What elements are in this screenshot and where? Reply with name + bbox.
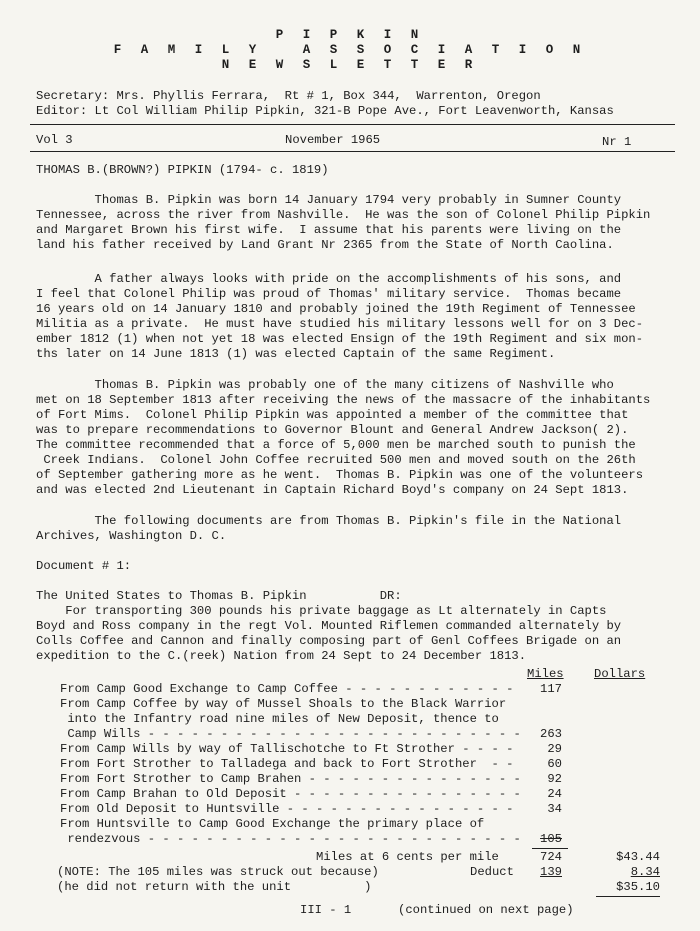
text-line: The following documents are from Thomas B. Pipkin's file in the National [36, 514, 622, 528]
text-line: ths later on 14 June 1813 (1) was elected Captain of the same Regiment. [36, 347, 556, 361]
ledger-row-miles: 24 [547, 787, 562, 801]
secretary-label: Secretary: [36, 89, 110, 103]
issue-date: November 1965 [285, 133, 381, 147]
ledger-row-miles: 29 [547, 742, 562, 756]
text-line: Archives, Washington D. C. [36, 529, 227, 543]
text-line: A father always looks with pride on the accomplishments of his sons, and [36, 272, 622, 286]
editor-value: Lt Col William Philip Pipkin, 321-B Pope Ave., Fort Leavenworth, Kansas [94, 104, 614, 118]
text-line: Creek Indians. Colonel John Coffee recruited 500 men and moved south on the 26th [36, 453, 636, 467]
secretary-line [36, 89, 541, 104]
text-line: The committee recommended that a force of 5,000 men be marched south to punish the [36, 438, 636, 452]
text-line: For transporting 300 pounds his private baggage as Lt alternately in Capts [36, 604, 607, 618]
secretary-value: Mrs. Phyllis Ferrara, Rt # 1, Box 344, Warrenton, Oregon [116, 89, 541, 103]
ledger-row-text: into the Infantry road nine miles of New Deposit, thence to [60, 712, 499, 726]
miles-sum-rule [532, 848, 568, 849]
ledger-row-miles: 117 [540, 682, 562, 696]
editor-line [36, 104, 614, 119]
ledger-row-miles-struck: 105 [540, 832, 562, 846]
text-line: 16 years old on 14 January 1810 and probably joined the 19th Regiment of Tennessee [36, 302, 636, 316]
continued-note: (continued on next page) [398, 903, 574, 917]
total-dollars: $43.44 [616, 850, 660, 864]
ledger-row-text: From Camp Wills by way of Tallischotche to Ft Strother - - - - [60, 742, 514, 756]
text-line: of September gathering more as he went. Thomas B. Pipkin was one of the volunteers [36, 468, 644, 482]
text-line: and was elected 2nd Lieutenant in Captain Richard Boyd's company on 24 Sept 1813. [36, 483, 629, 497]
editor-label: Editor: [36, 104, 88, 118]
text-line: I feel that Colonel Philip was proud of Thomas' military service. Thomas became [36, 287, 622, 301]
text-line: met on 18 September 1813 after receiving the news of the massacre of the inhabitants [36, 393, 651, 407]
text-line: and Margaret Brown his first wife. I assume that his parents were living on the [36, 223, 622, 237]
text-line: Colls Coffee and Cannon and finally composing part of Genl Coffees Brigade on an [36, 634, 622, 648]
deduct-miles: 139 [540, 865, 562, 879]
note-line-2: (he did not return with the unit ) [57, 880, 372, 894]
ledger-row-text: From Camp Good Exchange to Camp Coffee - - - - - - - - - - - - [60, 682, 514, 696]
header-rule-top [30, 124, 675, 125]
text-line: land his father received by Land Grant Nr 2365 from the State of North Caolina. [36, 238, 614, 252]
masthead-line-1: P I P K I N [275, 28, 425, 42]
text-line: of Fort Mims. Colonel Philip Pipkin was appointed a member of the committee that [36, 408, 629, 422]
text-line: Thomas B. Pipkin was born 14 January 1794 very probably in Sumner County [36, 193, 622, 207]
text-line: was to prepare recommendations to Governor Blount and General Andrew Jackson( 2). [36, 423, 629, 437]
deduct-label: Deduct [470, 865, 514, 879]
text-line: Militia as a private. He must have studied his military lessons well for on 3 Dec- [36, 317, 644, 331]
ledger-row-text: From Old Deposit to Huntsville - - - - - - - - - - - - - - - - [60, 802, 514, 816]
ledger-row-miles: 263 [540, 727, 562, 741]
document-label: Document # 1: [36, 559, 132, 573]
document-heading: The United States to Thomas B. Pipkin DR: [36, 589, 402, 603]
ledger-row-text: From Camp Brahan to Old Deposit - - - - - - - - - - - - - - - - [60, 787, 521, 801]
text-line: Thomas B. Pipkin was probably one of the many citizens of Nashville who [36, 378, 614, 392]
ledger-row-text: rendezvous - - - - - - - - - - - - - - - - - - - - - - - - - - [60, 832, 521, 846]
ledger-row-text: From Fort Strother to Camp Brahen - - - - - - - - - - - - - - - [60, 772, 521, 786]
ledger-row-miles: 34 [547, 802, 562, 816]
volume-label: Vol 3 [36, 133, 73, 147]
text-line: expedition to the C.(reek) Nation from 24 Sept to 24 December 1813. [36, 649, 527, 663]
ledger-row-text: From Fort Strother to Talladega and back to Fort Strother - - [60, 757, 514, 771]
ledger-row-text: From Camp Coffee by way of Mussel Shoals to the Black Warrior [60, 697, 507, 711]
note-line-1: (NOTE: The 105 miles was struck out because) [57, 865, 379, 879]
issue-number: Nr 1 [602, 135, 632, 149]
text-line: Boyd and Ross company in the regt Vol. Mounted Riflemen commanded alternately by [36, 619, 622, 633]
rate-text: Miles at 6 cents per mile [316, 850, 499, 864]
header-rule-bottom [30, 151, 675, 152]
page-number: III - 1 [300, 903, 352, 917]
net-dollars: $35.10 [616, 880, 660, 894]
ledger-row-miles: 92 [547, 772, 562, 786]
ledger-row-text: From Huntsville to Camp Good Exchange the primary place of [60, 817, 485, 831]
column-header-miles: Miles [527, 667, 564, 681]
ledger-row-text: Camp Wills - - - - - - - - - - - - - - - - - - - - - - - - - - [60, 727, 521, 741]
masthead-line-3: N E W S L E T T E R [221, 58, 479, 72]
article-title: THOMAS B.(BROWN?) PIPKIN (1794- c. 1819) [36, 163, 329, 177]
ledger-row-miles: 60 [547, 757, 562, 771]
deduct-dollars: 8.34 [630, 865, 660, 879]
total-miles: 724 [540, 850, 562, 864]
text-line: ember 1812 (1) when not yet 18 was elected Ensign of the 19th Regiment and six mon- [36, 332, 644, 346]
column-header-dollars: Dollars [594, 667, 646, 681]
masthead-line-2: F A M I L Y A S S O C I A T I O N [113, 43, 587, 57]
net-dollars-double-rule [596, 896, 660, 897]
text-line: Tennessee, across the river from Nashville. He was the son of Colonel Philip Pipkin [36, 208, 651, 222]
